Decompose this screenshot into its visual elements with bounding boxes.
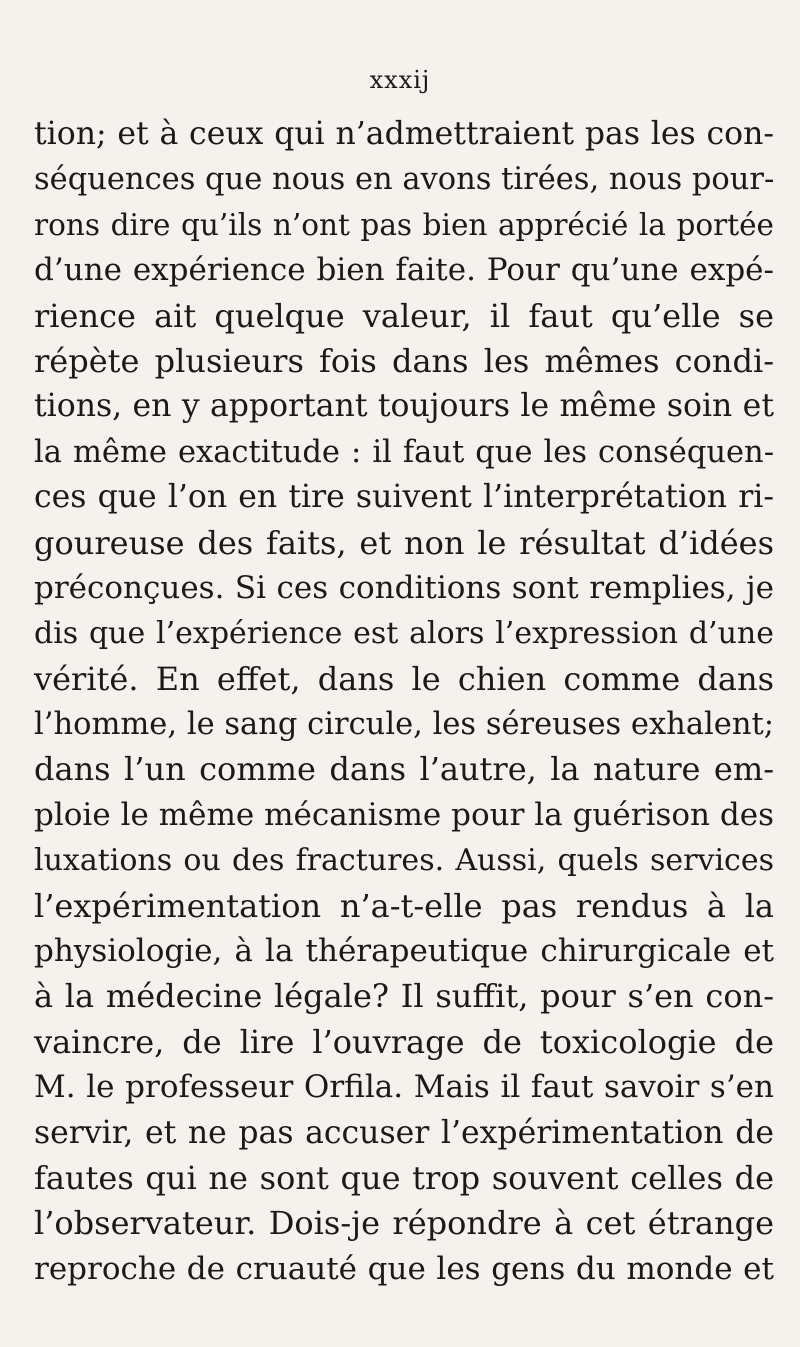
text-line: répète plusieurs fois dans les mêmes condi- xyxy=(34,341,774,380)
text-line: vérité. En effet, dans le chien comme dans xyxy=(34,659,774,698)
text-line: rience ait quelque valeur, il faut qu’elle se xyxy=(34,296,774,335)
text-line: luxations ou des fractures. Aussi, quels services xyxy=(34,843,774,879)
text-line: l’expérimentation n’a-t-elle pas rendus à la xyxy=(34,886,774,925)
text-line: ploie le même mécanisme pour la guérison des xyxy=(34,796,774,833)
text-line: rons dire qu’ils n’ont pas bien apprécié la portée xyxy=(34,207,774,242)
text-line: servir, et ne pas accuser l’expérimentation de xyxy=(34,1114,774,1151)
body-text xyxy=(34,112,774,1292)
text-line: séquences que nous en avons tirées, nous pour- xyxy=(34,162,775,198)
text-line: tions, en y apportant toujours le même soin et xyxy=(34,388,774,425)
text-line: goureuse des faits, et non le résultat d’idées xyxy=(34,523,774,562)
text-line: tion; et à ceux qui n’admettraient pas les con- xyxy=(34,116,774,152)
text-line: à la médecine légale? Il suffit, pour s’en con- xyxy=(34,977,774,1016)
text-line: l’observateur. Dois-je répondre à cet étrange xyxy=(34,1204,774,1243)
text-line: dans l’un comme dans l’autre, la nature em- xyxy=(34,750,774,789)
page-number: xxxij xyxy=(369,66,431,94)
text-line: M. le professeur Orfila. Mais il faut savoir s’en xyxy=(34,1069,774,1106)
text-line: reproche de cruauté que les gens du monde et xyxy=(34,1250,774,1287)
text-line: fautes qui ne sont que trop souvent celles de xyxy=(34,1158,774,1197)
text-line: l’homme, le sang circule, les séreuses exhalent; xyxy=(34,707,774,743)
text-line: la même exactitude : il faut que les conséquen- xyxy=(34,434,774,470)
text-line: d’une expérience bien faite. Pour qu’une expé- xyxy=(34,252,774,289)
text-line: ces que l’on en tire suivent l’interprétation ri- xyxy=(34,479,774,516)
text-line: vaincre, de lire l’ouvrage de toxicologie de xyxy=(34,1022,774,1061)
text-line: physiologie, à la thérapeutique chirurgicale et xyxy=(34,933,774,970)
text-line: dis que l’expérience est alors l’expression d’une xyxy=(34,616,774,652)
text-line: préconçues. Si ces conditions sont remplies, je xyxy=(34,569,774,606)
